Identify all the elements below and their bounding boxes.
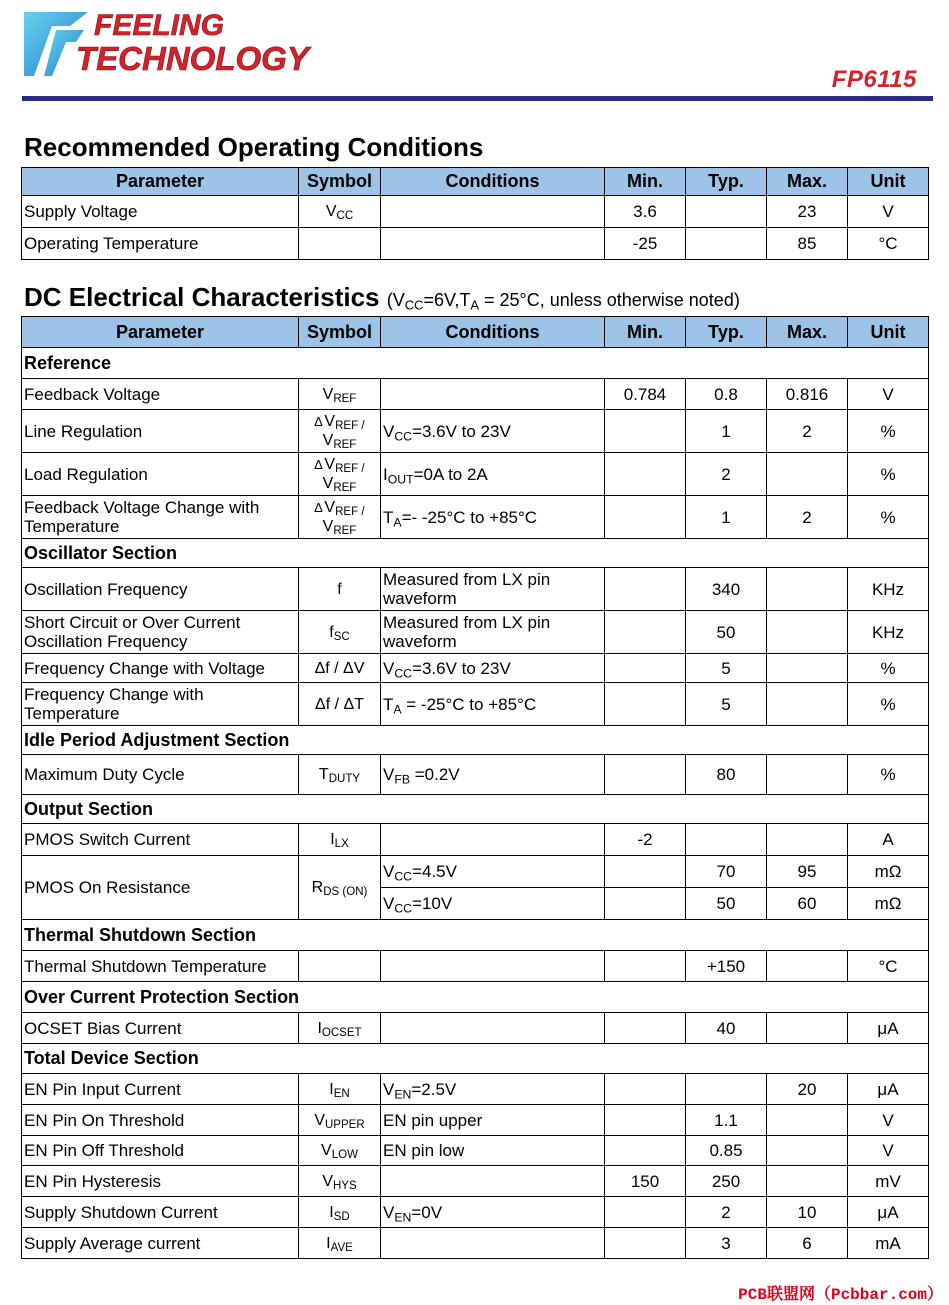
min-cell — [605, 1228, 686, 1259]
section-thermal: Thermal Shutdown Section — [22, 920, 929, 951]
table-row — [22, 228, 929, 260]
cond-cell: $V_{CC}=10V$ — [381, 888, 605, 920]
min-cell: -2 — [605, 824, 686, 856]
param-cell: Supply Voltage — [22, 196, 299, 228]
table-row — [22, 1197, 929, 1228]
unit-cell: % — [848, 410, 929, 453]
unit-cell: V — [848, 196, 929, 228]
param-cell: Oscillation Frequency — [22, 568, 299, 611]
max-cell — [767, 755, 848, 795]
table-row — [22, 1166, 929, 1197]
min-cell: -25 — [605, 228, 686, 260]
min-cell — [605, 611, 686, 654]
unit-cell: A — [848, 824, 929, 856]
section-ocp: Over Current Protection Section — [22, 982, 929, 1013]
table-row — [22, 856, 929, 888]
typ-cell: 5 — [686, 654, 767, 683]
unit-cell: V — [848, 379, 929, 410]
symbol-cell: $T_{DUTY}$ — [299, 755, 381, 795]
min-cell — [605, 683, 686, 726]
param-cell: Short Circuit or Over Current Oscillation Frequency — [22, 611, 299, 654]
section-output: Output Section — [22, 795, 929, 824]
symbol-cell: ∆ $V_{REF /}$ $V_{REF}$ — [299, 453, 381, 496]
param-cell: Frequency Change with Voltage — [22, 654, 299, 683]
param-cell: EN Pin On Threshold — [22, 1105, 299, 1136]
min-cell — [605, 1013, 686, 1044]
max-cell — [767, 1013, 848, 1044]
table-row — [22, 654, 929, 683]
table-row — [22, 196, 929, 228]
col-parameter: Parameter — [22, 168, 299, 196]
logo-text-feeling: FEELING — [94, 9, 225, 42]
roc-table — [21, 167, 929, 260]
typ-cell: +150 — [686, 951, 767, 982]
min-cell — [605, 410, 686, 453]
symbol-cell: $V_{CC}$ — [299, 196, 381, 228]
col-max: Max. — [767, 317, 848, 348]
unit-cell: μA — [848, 1074, 929, 1105]
symbol-cell: $I_{EN}$ — [299, 1074, 381, 1105]
typ-cell: 3 — [686, 1228, 767, 1259]
symbol-cell: $I_{LX}$ — [299, 824, 381, 856]
unit-cell: mΩ — [848, 856, 929, 888]
unit-cell: % — [848, 683, 929, 726]
min-cell — [605, 453, 686, 496]
section-reference: Reference — [22, 348, 929, 379]
min-cell — [605, 1197, 686, 1228]
cond-cell — [381, 951, 605, 982]
dc-table — [21, 316, 929, 1259]
unit-cell: °C — [848, 951, 929, 982]
section-row — [22, 348, 929, 379]
table-row — [22, 568, 929, 611]
section-row — [22, 539, 929, 568]
page-header — [0, 0, 949, 110]
max-cell — [767, 1105, 848, 1136]
min-cell — [605, 1105, 686, 1136]
min-cell: 3.6 — [605, 196, 686, 228]
company-logo — [22, 8, 322, 80]
cond-cell — [381, 228, 605, 260]
table-row — [22, 755, 929, 795]
typ-cell: 5 — [686, 683, 767, 726]
unit-cell: % — [848, 496, 929, 539]
col-typ: Typ. — [686, 317, 767, 348]
param-cell: Line Regulation — [22, 410, 299, 453]
max-cell: 95 — [767, 856, 848, 888]
min-cell — [605, 1136, 686, 1166]
param-cell: Operating Temperature — [22, 228, 299, 260]
symbol-cell: Δf / ΔT — [299, 683, 381, 726]
table-row — [22, 379, 929, 410]
unit-cell: KHz — [848, 568, 929, 611]
table-row — [22, 1013, 929, 1044]
cond-cell — [381, 196, 605, 228]
max-cell: 23 — [767, 196, 848, 228]
col-typ: Typ. — [686, 168, 767, 196]
col-min: Min. — [605, 317, 686, 348]
param-cell: Thermal Shutdown Temperature — [22, 951, 299, 982]
cond-cell: $V_{CC}=3.6V$ to 23V — [381, 410, 605, 453]
cond-cell — [381, 379, 605, 410]
typ-cell — [686, 824, 767, 856]
symbol-cell: $I_{AVE}$ — [299, 1228, 381, 1259]
table-row — [22, 1074, 929, 1105]
param-cell: PMOS Switch Current — [22, 824, 299, 856]
param-cell: PMOS On Resistance — [22, 856, 299, 920]
table-row — [22, 1136, 929, 1166]
col-conditions: Conditions — [381, 317, 605, 348]
min-cell — [605, 888, 686, 920]
param-cell: Feedback Voltage — [22, 379, 299, 410]
cond-cell: EN pin upper — [381, 1105, 605, 1136]
col-conditions: Conditions — [381, 168, 605, 196]
table-row — [22, 824, 929, 856]
col-unit: Unit — [848, 168, 929, 196]
table-row — [22, 683, 929, 726]
symbol-cell: $I_{SD}$ — [299, 1197, 381, 1228]
symbol-cell: f — [299, 568, 381, 611]
typ-cell: 1 — [686, 410, 767, 453]
unit-cell: μA — [848, 1013, 929, 1044]
cond-cell: EN pin low — [381, 1136, 605, 1166]
col-max: Max. — [767, 168, 848, 196]
symbol-cell: Δf / ΔV — [299, 654, 381, 683]
col-unit: Unit — [848, 317, 929, 348]
unit-cell: mV — [848, 1166, 929, 1197]
max-cell: 60 — [767, 888, 848, 920]
cond-cell: Measured from LX pin waveform — [381, 611, 605, 654]
symbol-cell: $V_{LOW}$ — [299, 1136, 381, 1166]
typ-cell: 1.1 — [686, 1105, 767, 1136]
typ-cell: 0.8 — [686, 379, 767, 410]
param-cell: EN Pin Hysteresis — [22, 1166, 299, 1197]
max-cell — [767, 611, 848, 654]
param-cell: EN Pin Input Current — [22, 1074, 299, 1105]
section-row — [22, 795, 929, 824]
cond-cell: $V_{FB} =0.2V$ — [381, 755, 605, 795]
typ-cell: 50 — [686, 611, 767, 654]
param-cell: OCSET Bias Current — [22, 1013, 299, 1044]
symbol-cell: $f_{SC}$ — [299, 611, 381, 654]
min-cell — [605, 1074, 686, 1105]
max-cell — [767, 683, 848, 726]
cond-cell: Measured from LX pin waveform — [381, 568, 605, 611]
section-row — [22, 726, 929, 755]
symbol-cell: ∆ $V_{REF /}$ $V_{REF}$ — [299, 410, 381, 453]
typ-cell: 340 — [686, 568, 767, 611]
col-symbol: Symbol — [299, 317, 381, 348]
typ-cell — [686, 228, 767, 260]
unit-cell: % — [848, 654, 929, 683]
cond-cell — [381, 1166, 605, 1197]
min-cell — [605, 496, 686, 539]
cond-cell: $V_{EN}=0V$ — [381, 1197, 605, 1228]
cond-cell: $V_{CC}=4.5V$ — [381, 856, 605, 888]
min-cell — [605, 568, 686, 611]
min-cell — [605, 856, 686, 888]
cond-cell: $T_A=-$ -25°C to +85°C — [381, 496, 605, 539]
max-cell — [767, 1136, 848, 1166]
min-cell: 0.784 — [605, 379, 686, 410]
cond-cell — [381, 1013, 605, 1044]
section-idle: Idle Period Adjustment Section — [22, 726, 929, 755]
max-cell: 6 — [767, 1228, 848, 1259]
unit-cell: μA — [848, 1197, 929, 1228]
dc-title-text: DC Electrical Characteristics — [24, 282, 380, 312]
table-row — [22, 496, 929, 539]
param-cell: Load Regulation — [22, 453, 299, 496]
table-row — [22, 410, 929, 453]
unit-cell: % — [848, 755, 929, 795]
max-cell: 20 — [767, 1074, 848, 1105]
max-cell: 10 — [767, 1197, 848, 1228]
symbol-cell: $V_{REF}$ — [299, 379, 381, 410]
roc-header-row — [22, 168, 929, 196]
header-divider — [22, 96, 933, 101]
symbol-cell — [299, 951, 381, 982]
table-row — [22, 611, 929, 654]
typ-cell: 70 — [686, 856, 767, 888]
symbol-cell: $V_{HYS}$ — [299, 1166, 381, 1197]
section-total: Total Device Section — [22, 1044, 929, 1074]
section-row — [22, 920, 929, 951]
cond-cell: $V_{EN}=2.5V$ — [381, 1074, 605, 1105]
symbol-cell: $I_{OCSET}$ — [299, 1013, 381, 1044]
max-cell: 2 — [767, 496, 848, 539]
param-cell: Maximum Duty Cycle — [22, 755, 299, 795]
max-cell — [767, 824, 848, 856]
typ-cell: 2 — [686, 453, 767, 496]
part-number: FP6115 — [831, 66, 917, 93]
unit-cell: KHz — [848, 611, 929, 654]
dc-title — [24, 282, 740, 313]
param-cell: Supply Average current — [22, 1228, 299, 1259]
typ-cell: 250 — [686, 1166, 767, 1197]
param-cell: EN Pin Off Threshold — [22, 1136, 299, 1166]
unit-cell: °C — [848, 228, 929, 260]
col-symbol: Symbol — [299, 168, 381, 196]
logo-text-technology: TECHNOLOGY — [76, 40, 309, 77]
param-cell: Feedback Voltage Change with Temperature — [22, 496, 299, 539]
unit-cell: % — [848, 453, 929, 496]
param-cell: Supply Shutdown Current — [22, 1197, 299, 1228]
max-cell: 0.816 — [767, 379, 848, 410]
roc-title: Recommended Operating Conditions — [24, 132, 484, 162]
cond-cell: $T_A = -25^\circ C$ to +85°C — [381, 683, 605, 726]
table-row — [22, 951, 929, 982]
max-cell — [767, 951, 848, 982]
table-row — [22, 1105, 929, 1136]
col-min: Min. — [605, 168, 686, 196]
min-cell: 150 — [605, 1166, 686, 1197]
unit-cell: mΩ — [848, 888, 929, 920]
typ-cell: 1 — [686, 496, 767, 539]
typ-cell — [686, 196, 767, 228]
cond-cell — [381, 1228, 605, 1259]
cond-cell: $I_{OUT}=0A$ to 2A — [381, 453, 605, 496]
min-cell — [605, 755, 686, 795]
typ-cell — [686, 1074, 767, 1105]
min-cell — [605, 951, 686, 982]
symbol-cell: $V_{UPPER}$ — [299, 1105, 381, 1136]
max-cell — [767, 1166, 848, 1197]
typ-cell: 80 — [686, 755, 767, 795]
max-cell — [767, 568, 848, 611]
max-cell: 85 — [767, 228, 848, 260]
table-row — [22, 1228, 929, 1259]
typ-cell: 40 — [686, 1013, 767, 1044]
dc-header-row — [22, 317, 929, 348]
symbol-cell — [299, 228, 381, 260]
max-cell — [767, 654, 848, 683]
watermark: PCB联盟网（Pcbbar.com） — [738, 1286, 943, 1304]
section-row — [22, 1044, 929, 1074]
unit-cell: mA — [848, 1228, 929, 1259]
dc-title-note: ($V_{CC}=6V,T_A = 25^\circ C$, unless otherwise noted) — [386, 290, 740, 313]
unit-cell: V — [848, 1136, 929, 1166]
col-parameter: Parameter — [22, 317, 299, 348]
cond-cell — [381, 824, 605, 856]
cond-cell: $V_{CC}=3.6V$ to 23V — [381, 654, 605, 683]
section-row — [22, 982, 929, 1013]
section-oscillator: Oscillator Section — [22, 539, 929, 568]
max-cell — [767, 453, 848, 496]
typ-cell: 2 — [686, 1197, 767, 1228]
unit-cell: V — [848, 1105, 929, 1136]
typ-cell: 0.85 — [686, 1136, 767, 1166]
min-cell — [605, 654, 686, 683]
param-cell: Frequency Change with Temperature — [22, 683, 299, 726]
typ-cell: 50 — [686, 888, 767, 920]
max-cell: 2 — [767, 410, 848, 453]
symbol-cell: $R_{DS (ON)}$ — [299, 856, 381, 920]
table-row — [22, 453, 929, 496]
symbol-cell: ∆ $V_{REF /}$ $V_{REF}$ — [299, 496, 381, 539]
